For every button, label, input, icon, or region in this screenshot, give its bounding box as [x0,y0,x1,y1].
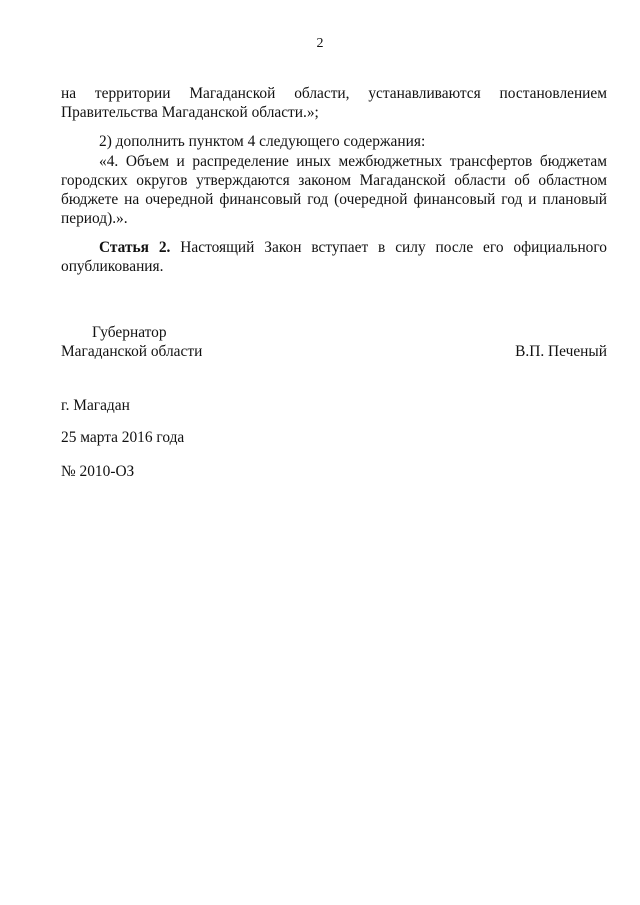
amendment-text [61,152,607,228]
paragraph-line: на территории Магаданской области, устанавливаются постановлением [61,85,607,102]
paragraph-continuation [61,84,607,122]
paragraph-line: бюджете на очередной финансовый год (очередной финансовый год и плановый [61,191,607,208]
signatory-title: Губернатор [92,324,167,341]
page-number: 2 [316,36,324,51]
paragraph-line: опубликования. [61,258,164,275]
paragraph-line: городских округов утверждаются законом Магаданской области об областном [61,172,607,189]
date: 25 марта 2016 года [61,429,185,446]
article-2-first-line [61,238,607,257]
signatory-region: Магаданской области [61,343,203,360]
signatory-name: В.П. Печеный [515,343,607,360]
amendment-intro: 2) дополнить пунктом 4 следующего содержания: [99,133,426,150]
law-number: № 2010-ОЗ [61,463,135,480]
paragraph-line: «4. Объем и распределение иных межбюджетных трансфертов бюджетам [99,153,607,170]
article-2 [61,238,607,276]
article-2-text: Настоящий Закон вступает в силу после его официального [180,239,607,256]
paragraph-line: Правительства Магаданской области.»; [61,104,319,121]
article-2-label: Статья 2. [99,239,171,256]
paragraph-line: период).». [61,210,128,227]
city: г. Магадан [61,397,130,414]
